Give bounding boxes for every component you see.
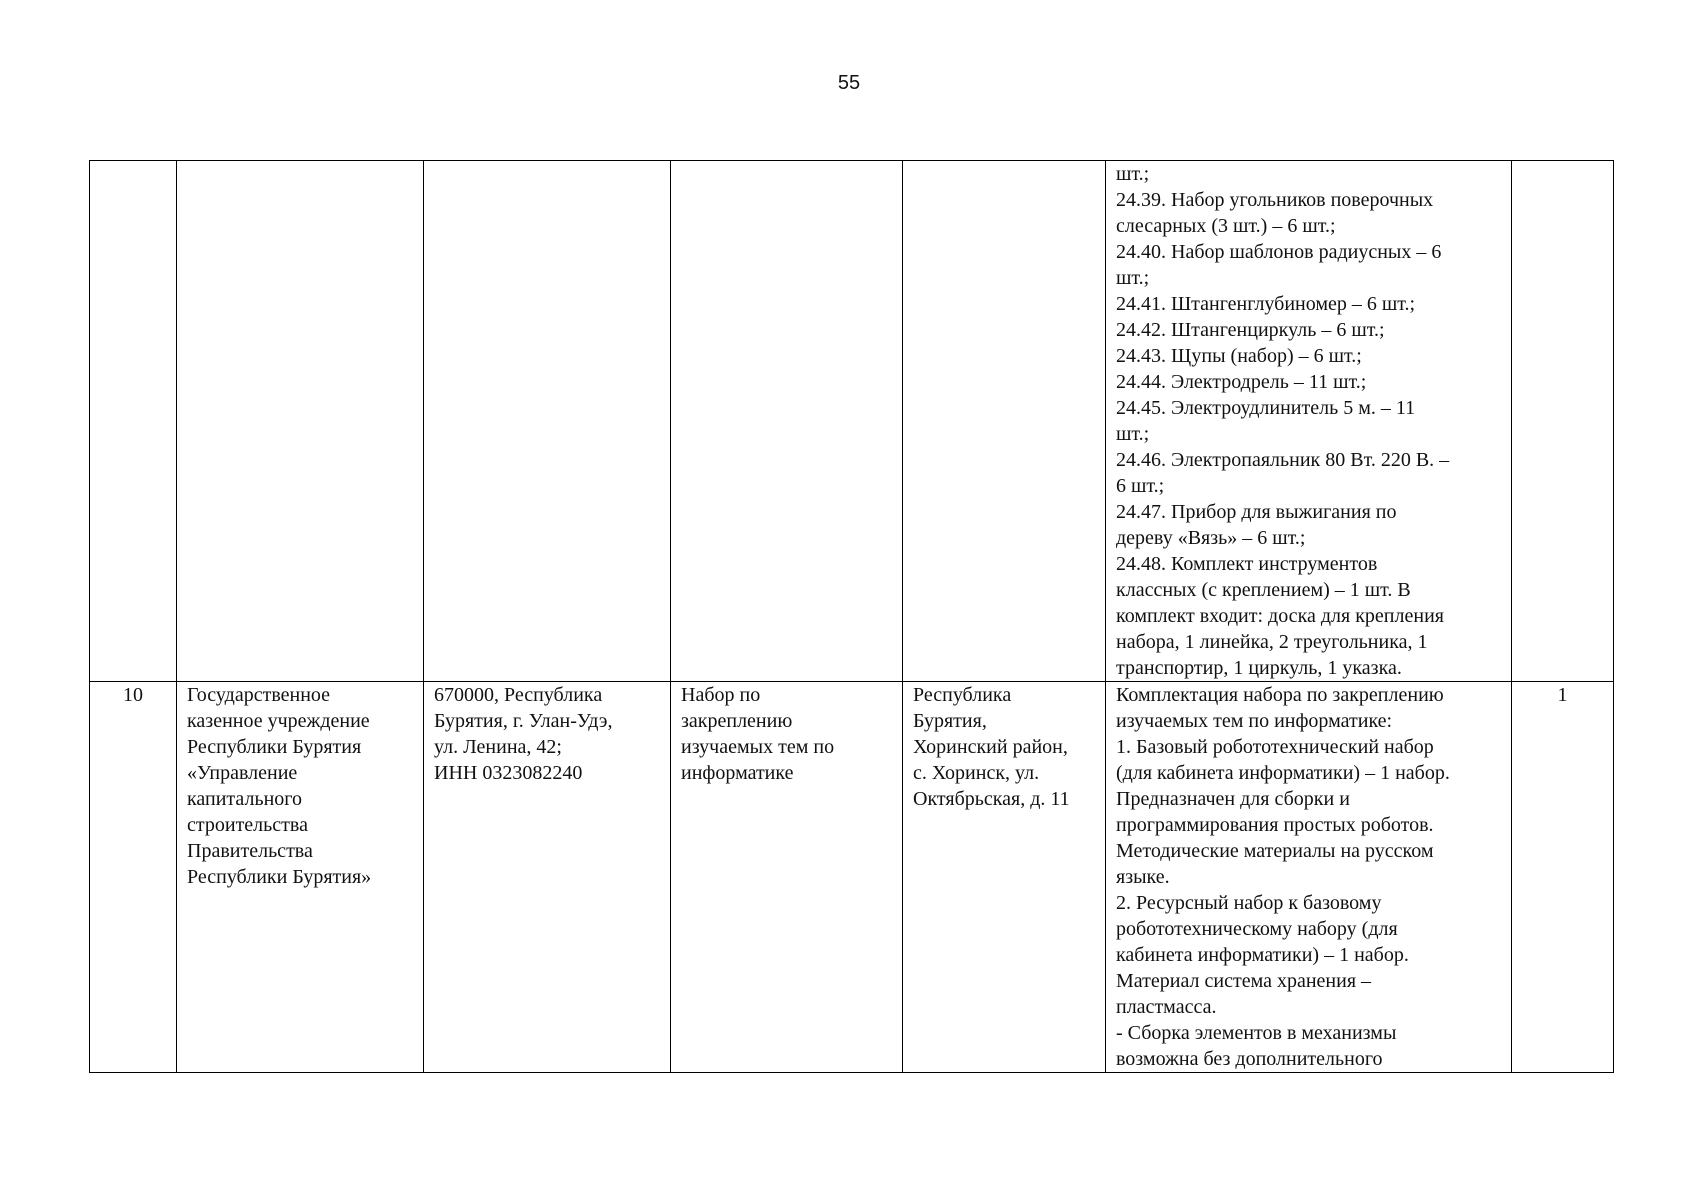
specification-cell bbox=[1106, 682, 1512, 1073]
organization-cell bbox=[177, 161, 424, 682]
address-cell bbox=[424, 682, 671, 1073]
org-text-line: строительства bbox=[187, 814, 308, 836]
addr-text-line: Бурятия, г. Улан-Удэ, bbox=[434, 710, 613, 732]
page-number: 55 bbox=[837, 72, 861, 94]
place-text-line: Октябрьская, д. 11 bbox=[913, 788, 1070, 810]
place-text-line: Бурятия, bbox=[913, 710, 987, 732]
table-row bbox=[90, 682, 1614, 1073]
org-text-line: Правительства bbox=[187, 840, 313, 862]
spec-text-line: комплект входит: доска для крепления bbox=[1116, 605, 1444, 627]
spec-text-line: 6 шт.; bbox=[1116, 475, 1165, 497]
spec-text-line: транспортир, 1 циркуль, 1 указка. bbox=[1116, 657, 1402, 679]
spec-text-line: шт.; bbox=[1116, 163, 1150, 185]
spec-text-line: 1. Базовый робототехнический набор bbox=[1116, 736, 1434, 758]
spec-text-line: языке. bbox=[1116, 866, 1170, 888]
spec-text-line: 24.48. Комплект инструментов bbox=[1116, 553, 1378, 575]
name-text-line: информатике bbox=[681, 762, 794, 784]
name-text-line: изучаемых тем по bbox=[681, 736, 835, 758]
row-number-cell: 10 bbox=[90, 682, 177, 1073]
spec-text-line: Комплектация набора по закреплению bbox=[1116, 684, 1444, 706]
item-name-cell bbox=[671, 161, 903, 682]
equipment-table bbox=[89, 160, 1614, 1073]
specification-cell bbox=[1106, 161, 1512, 682]
org-text-line: Республики Бурятия bbox=[187, 736, 362, 758]
spec-text-line: Методические материалы на русском bbox=[1116, 840, 1434, 862]
item-name-cell bbox=[671, 682, 903, 1073]
spec-text-line: 24.39. Набор угольников поверочных bbox=[1116, 189, 1434, 211]
spec-text-line: слесарных (3 шт.) – 6 шт.; bbox=[1116, 215, 1336, 237]
org-text-line: казенное учреждение bbox=[187, 710, 370, 732]
spec-text-line: шт.; bbox=[1116, 423, 1150, 445]
org-text-line: Республики Бурятия» bbox=[187, 866, 372, 888]
spec-text-line: 24.43. Щупы (набор) – 6 шт.; bbox=[1116, 345, 1362, 367]
spec-text-line: 24.41. Штангенглубиномер – 6 шт.; bbox=[1116, 293, 1416, 315]
spec-text-line: кабинета информатики) – 1 набор. bbox=[1116, 944, 1409, 966]
spec-text-line: 24.47. Прибор для выжигания по bbox=[1116, 501, 1397, 523]
place-text-line: Республика bbox=[913, 684, 1012, 706]
address-cell bbox=[424, 161, 671, 682]
quantity-cell bbox=[1512, 161, 1614, 682]
org-text-line: капитального bbox=[187, 788, 302, 810]
spec-text-line: Предназначен для сборки и bbox=[1116, 788, 1350, 810]
organization-cell bbox=[177, 682, 424, 1073]
spec-text-line: Материал система хранения – bbox=[1116, 970, 1372, 992]
spec-text-line: 24.44. Электродрель – 11 шт.; bbox=[1116, 371, 1367, 393]
spec-text-line: программирования простых роботов. bbox=[1116, 814, 1434, 836]
spec-text-line: изучаемых тем по информатике: bbox=[1116, 710, 1393, 732]
addr-text-line: ИНН 0323082240 bbox=[434, 762, 583, 784]
spec-text-line: 24.45. Электроудлинитель 5 м. – 11 bbox=[1116, 397, 1416, 419]
spec-text-line: возможна без дополнительного bbox=[1116, 1048, 1383, 1070]
spec-text-line: 2. Ресурсный набор к базовому bbox=[1116, 892, 1382, 914]
name-text-line: закреплению bbox=[681, 710, 793, 732]
row-number-cell bbox=[90, 161, 177, 682]
place-text-line: Хоринский район, bbox=[913, 736, 1068, 758]
spec-text-line: 24.46. Электропаяльник 80 Вт. 220 В. – bbox=[1116, 449, 1450, 471]
spec-text-line: пластмасса. bbox=[1116, 996, 1217, 1018]
spec-text-line: робототехническому набору (для bbox=[1116, 918, 1398, 940]
quantity-cell: 1 bbox=[1512, 682, 1614, 1073]
location-cell bbox=[903, 161, 1106, 682]
addr-text-line: 670000, Республика bbox=[434, 684, 603, 706]
spec-text-line: дереву «Вязь» – 6 шт.; bbox=[1116, 527, 1306, 549]
addr-text-line: ул. Ленина, 42; bbox=[434, 736, 562, 758]
spec-text-line: набора, 1 линейка, 2 треугольника, 1 bbox=[1116, 631, 1428, 653]
spec-text-line: шт.; bbox=[1116, 267, 1150, 289]
spec-text-line: 24.42. Штангенциркуль – 6 шт.; bbox=[1116, 319, 1385, 341]
spec-text-line: 24.40. Набор шаблонов радиусных – 6 bbox=[1116, 241, 1442, 263]
place-text-line: с. Хоринск, ул. bbox=[913, 762, 1040, 784]
org-text-line: «Управление bbox=[187, 762, 298, 784]
spec-text-line: - Сборка элементов в механизмы bbox=[1116, 1022, 1397, 1044]
location-cell bbox=[903, 682, 1106, 1073]
spec-text-line: (для кабинета информатики) – 1 набор. bbox=[1116, 762, 1450, 784]
org-text-line: Государственное bbox=[187, 684, 331, 706]
table-row bbox=[90, 161, 1614, 682]
name-text-line: Набор по bbox=[681, 684, 761, 706]
spec-text-line: классных (с креплением) – 1 шт. В bbox=[1116, 579, 1411, 601]
